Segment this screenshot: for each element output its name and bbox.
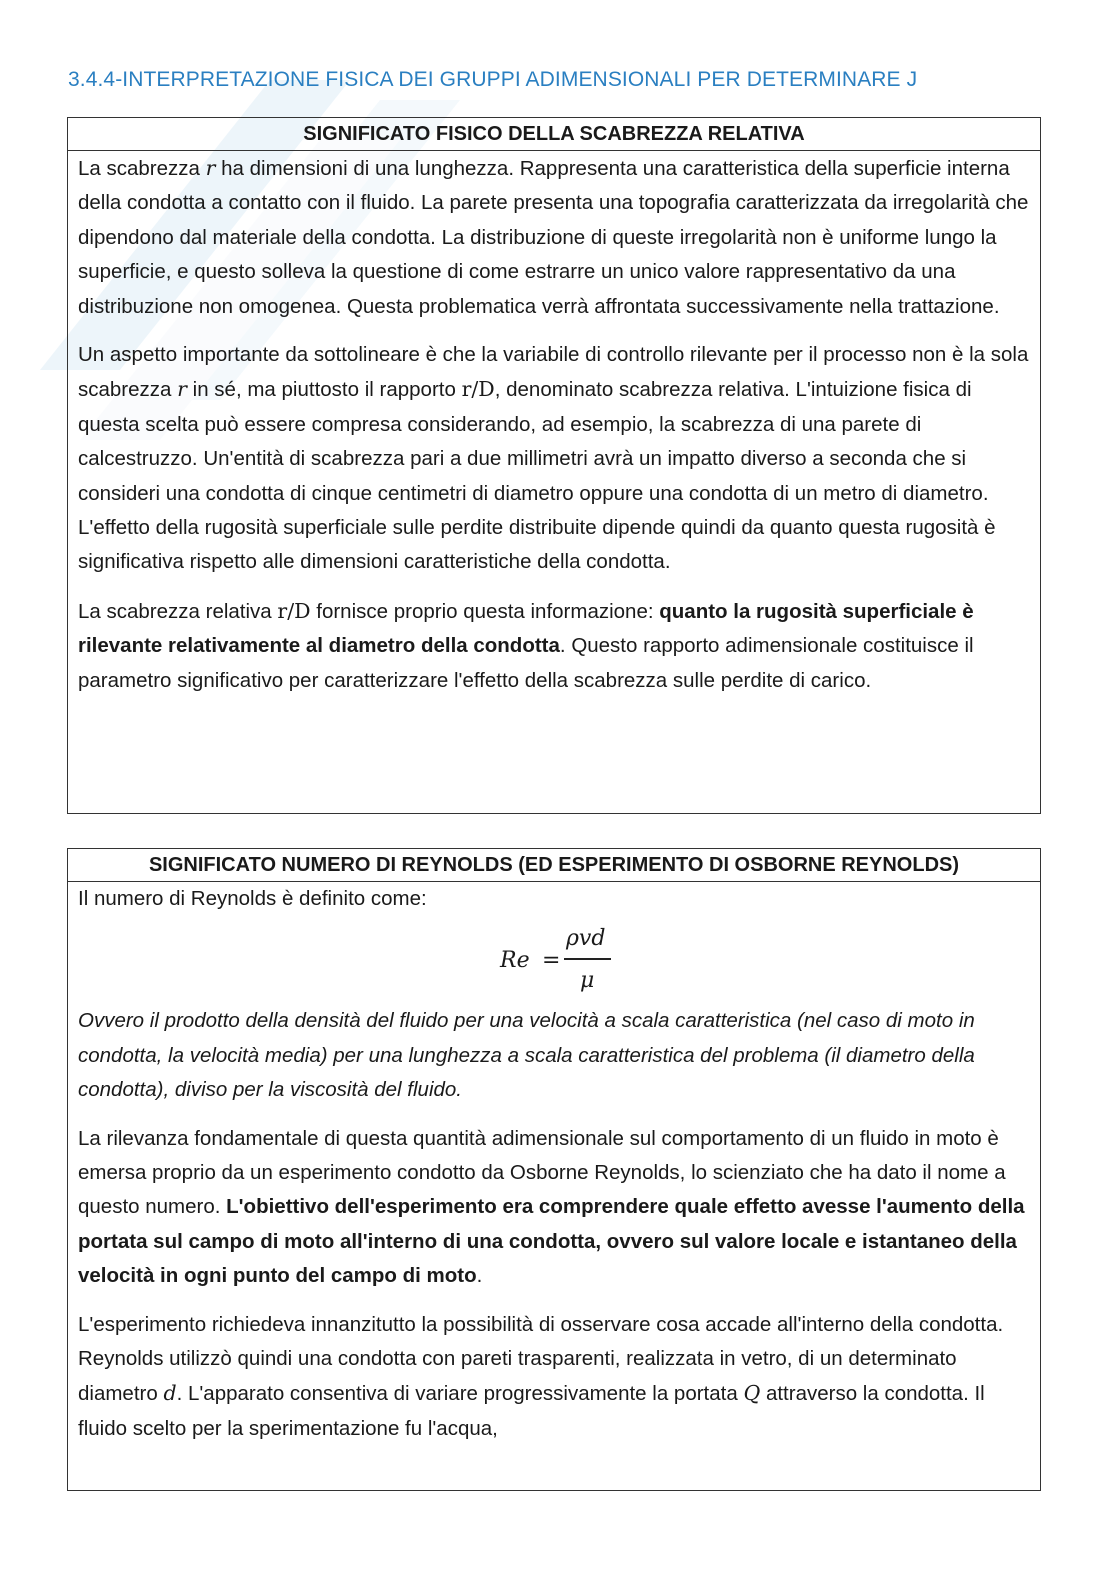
reynolds-box-title: SIGNIFICATO NUMERO DI REYNOLDS (ED ESPERIMENTO DI OSBORNE REYNOLDS): [68, 849, 1040, 882]
paragraph: La rilevanza fondamentale di questa quantità adimensionale sul comportamento di un fluido in moto è emersa proprio da un esperimento condotto da Osborne Reynolds, lo scienziato che ha dato il nome a questo numero. L'obiettivo dell'esperimento era comprendere quale effetto avesse l'aumento della portata sul campo di moto all'interno di una condotta, ovvero sul valore locale e istantaneo della velocità in ogni punto del campo di moto.: [78, 1126, 1025, 1288]
formula-numerator: ρvd: [566, 926, 606, 952]
reynolds-box-body: [68, 882, 1040, 1446]
paragraph: La scabrezza r ha dimensioni di una lunghezza. Rappresenta una caratteristica della superficie interna della condotta a contatto con il fluido. La parete presenta una topografia caratterizzata da irregolarità che dipendono dal materiale della condotta. La distribuzione di queste irregolarità non è uniforme lungo la superficie, e questo solleva la questione di come estrarre un unico valore rappresentativo da una distribuzione non omogenea. Questa problematica verrà affrontata successivamente nella trattazione.: [78, 156, 1029, 318]
scabrezza-box: [67, 117, 1041, 814]
scabrezza-box-title: SIGNIFICATO FISICO DELLA SCABREZZA RELATIVA: [68, 118, 1040, 151]
formula-equals: =: [542, 948, 561, 974]
reynolds-formula: [78, 916, 1030, 1004]
paragraph: L'esperimento richiedeva innanzitutto la possibilità di osservare cosa accade all'interno della condotta. Reynolds utilizzò quindi una condotta con pareti trasparenti, realizzata in vetro, di un determinato diametro d. L'apparato consentiva di variare progressivamente la portata Q attraverso la condotta. Il fluido scelto per la sperimentazione fu l'acqua,: [78, 1312, 1004, 1440]
reynolds-box: [67, 848, 1041, 1491]
paragraph: Il numero di Reynolds è definito come:: [78, 887, 427, 910]
paragraph: Ovvero il prodotto della densità del fluido per una velocità a scala caratteristica (nel caso di moto in condotta, la velocità media) per una lunghezza a scala caratteristica del problema (il diametro della condotta), diviso per la viscosità del fluido.: [78, 1009, 975, 1102]
scabrezza-box-body: [68, 151, 1040, 698]
formula-lhs: Re: [500, 948, 530, 974]
section-heading: 3.4.4-INTERPRETAZIONE FISICA DEI GRUPPI ADIMENSIONALI PER DETERMINARE J: [68, 68, 918, 91]
paragraph: La scabrezza relativa r/D fornisce proprio questa informazione: quanto la rugosità superficiale è rilevante relativamente al diametro della condotta. Questo rapporto adimensionale costituisce il parametro significativo per caratterizzare l'effetto della scabrezza sulle perdite di carico.: [78, 598, 974, 692]
formula-denominator: μ: [580, 968, 595, 994]
paragraph: Un aspetto importante da sottolineare è che la variabile di controllo rilevante per il processo non è la sola scabrezza r in sé, ma piuttosto il rapporto r/D, denominato scabrezza relativa. L'intuizione fisica di questa scelta può essere compresa considerando, ad esempio, la scabrezza di una parete di calcestruzzo. Un'entità di scabrezza pari a due millimetri avrà un impatto diverso a seconda che si consideri una condotta di cinque centimetri di diametro oppure una condotta di un metro di diametro. L'effetto della rugosità superficiale sulle perdite distribuite dipende quindi da quanto questa rugosità è significativa rispetto alle dimensioni caratteristiche della condotta.: [78, 343, 1029, 574]
fraction-bar: [564, 958, 611, 960]
